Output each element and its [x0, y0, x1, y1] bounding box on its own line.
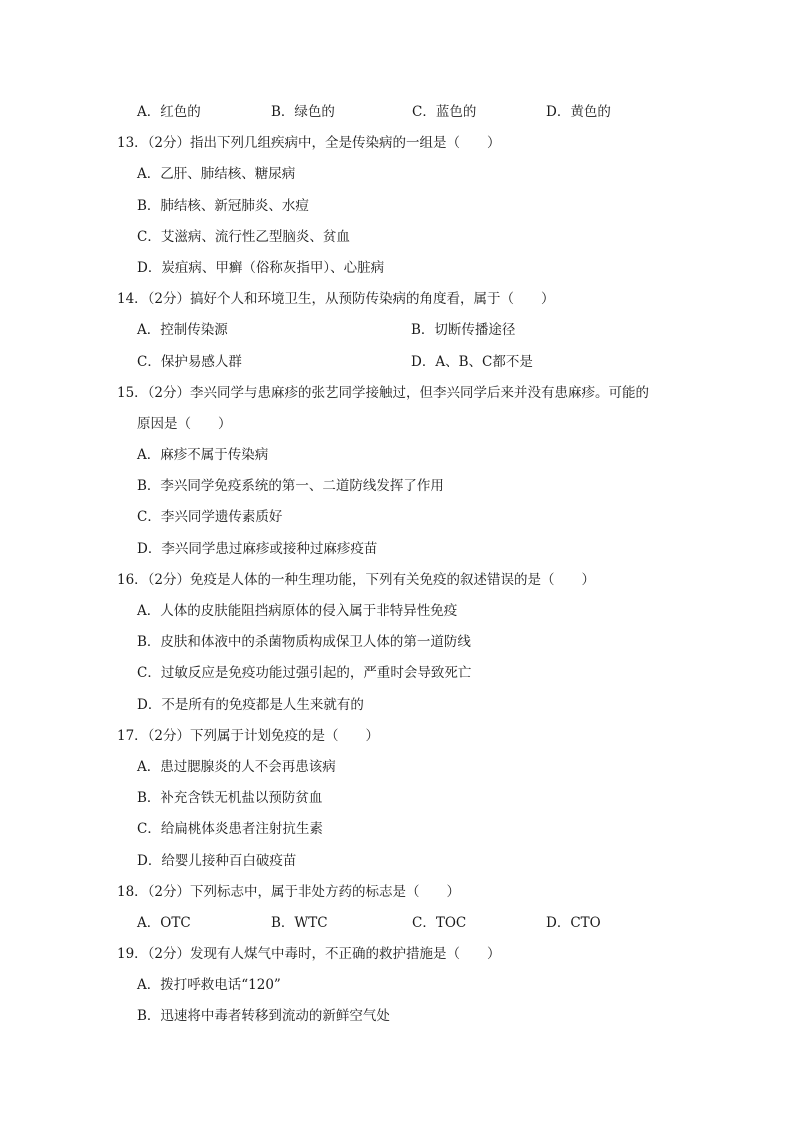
q14-option-d: D．A、B、C都不是	[411, 353, 533, 370]
q18-option-b: B．WTC	[271, 914, 328, 931]
q15-option-a: A．麻疹不属于传染病	[137, 447, 269, 464]
q17-option-b: B．补充含铁无机盐以预防贫血	[137, 790, 323, 807]
q14-stem: 14．（2分）搞好个人和环境卫生，从预防传染病的角度看，属于（ ）	[117, 291, 555, 308]
q16-option-b: B．皮肤和体液中的杀菌物质构成保卫人体的第一道防线	[137, 634, 471, 651]
q19-option-a: A．拨打呼救电话“120”	[137, 977, 281, 994]
q17-stem: 17．（2分）下列属于计划免疫的是（ ）	[117, 727, 380, 744]
q13-option-b: B．肺结核、新冠肺炎、水痘	[137, 197, 309, 214]
question-list	[117, 100, 687, 1036]
q18-option-d: D．CTO	[546, 914, 601, 931]
q19-option-b: B．迅速将中毒者转移到流动的新鲜空气处	[137, 1008, 390, 1025]
q15-option-d: D．李兴同学患过麻疹或接种过麻疹疫苗	[137, 540, 378, 557]
q15-option-b: B．李兴同学免疫系统的第一、二道防线发挥了作用	[137, 478, 444, 495]
q18-option-a: A．OTC	[137, 914, 191, 931]
q14-option-a: A．控制传染源	[137, 322, 228, 339]
q14-option-b: B．切断传播途径	[411, 322, 516, 339]
q15-stem: 15．（2分）李兴同学与患麻疹的张艺同学接触过，但李兴同学后来并没有患麻疹。可能的	[117, 384, 650, 401]
q16-option-d: D．不是所有的免疫都是人生来就有的	[137, 696, 364, 713]
q13-option-c: C．艾滋病、流行性乙型脑炎、贫血	[137, 228, 350, 245]
q12-option-a: A．红色的	[137, 104, 201, 120]
q12-option-d: D．黄色的	[546, 104, 611, 120]
q16-stem: 16．（2分）免疫是人体的一种生理功能，下列有关免疫的叙述错误的是（ ）	[117, 571, 596, 588]
q17-option-a: A．患过腮腺炎的人不会再患该病	[137, 758, 336, 775]
q18-option-c: C．TOC	[412, 914, 467, 931]
q14-options-row1	[117, 318, 687, 349]
q18-stem: 18．（2分）下列标志中，属于非处方药的标志是（ ）	[117, 883, 461, 900]
q17-option-d: D．给婴儿接种百白破疫苗	[137, 852, 297, 869]
q16-option-c: C．过敏反应是免疫功能过强引起的，严重时会导致死亡	[137, 665, 472, 682]
q13-stem: 13．（2分）指出下列几组疾病中，全是传染病的一组是（ ）	[117, 135, 501, 152]
q13-option-a: A．乙肝、肺结核、糖尿病	[137, 166, 296, 183]
q14-options-row2	[117, 350, 687, 381]
q15-option-c: C．李兴同学遗传素质好	[137, 509, 283, 526]
q18-options	[117, 911, 687, 942]
q17-option-c: C．给扁桃体炎患者注射抗生素	[137, 821, 323, 838]
q15-stem-continued: 原因是（ ）	[137, 415, 232, 432]
q12-option-b: B．绿色的	[271, 104, 335, 120]
q12-options	[117, 100, 687, 131]
q12-option-c: C．蓝色的	[412, 104, 477, 120]
q19-stem: 19．（2分）发现有人煤气中毒时，不正确的救护措施是（ ）	[117, 946, 501, 963]
q13-option-d: D．炭疽病、甲癣（俗称灰指甲）、心脏病	[137, 259, 385, 276]
q14-option-c: C．保护易感人群	[137, 353, 242, 370]
q16-option-a: A．人体的皮肤能阻挡病原体的侵入属于非特异性免疫	[137, 603, 458, 619]
